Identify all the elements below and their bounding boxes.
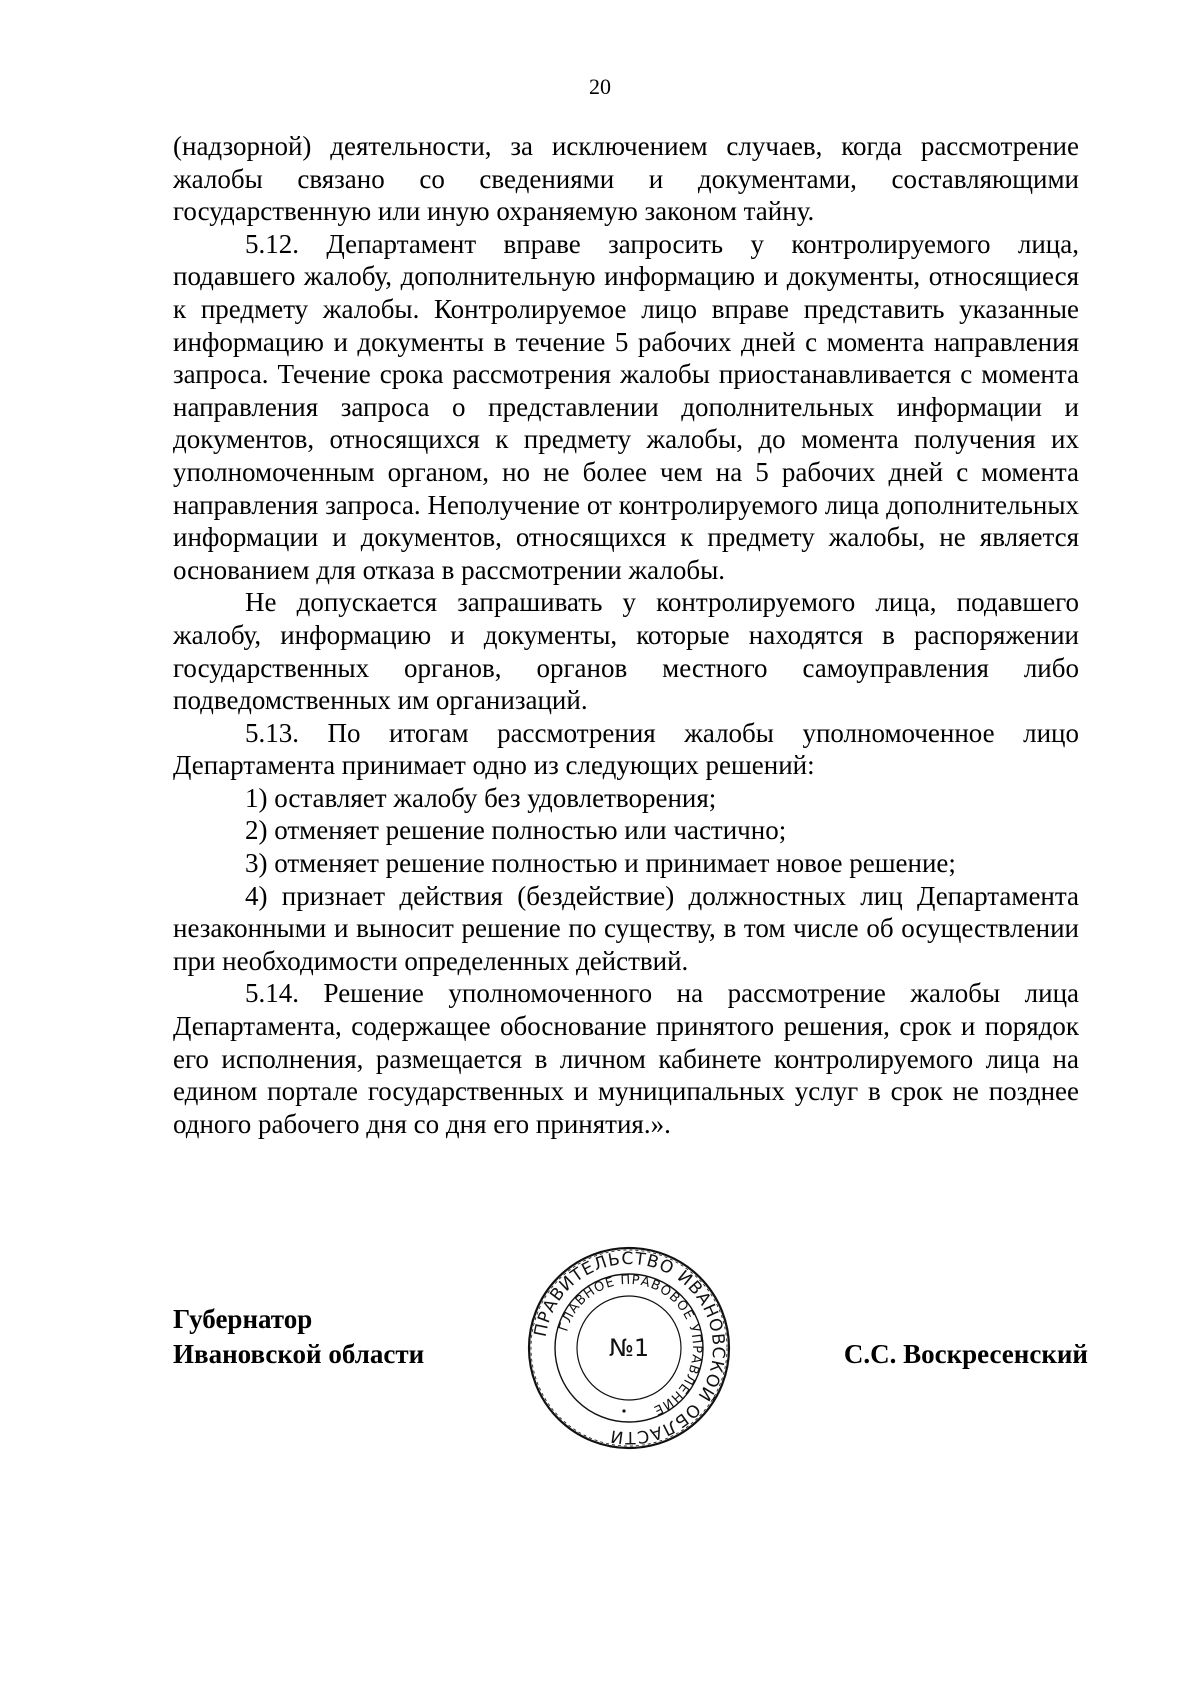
official-stamp (524, 1243, 734, 1453)
list-item-2: 2) отменяет решение полностью или частично; (245, 815, 787, 846)
signature-name: С.С. Воскресенский (843, 1339, 1088, 1369)
list-item-1: 1) оставляет жалобу без удовлетворения; (245, 782, 717, 813)
signature-title-line-2: Ивановской области (173, 1339, 425, 1369)
page-number: 20 (589, 74, 611, 99)
paragraph-continuation: (надзорной) деятельности, за исключением случаев, когда рассмотрение жалобы связано со сведениями и документами, составляющими государственную или иную охраняемую законом тайну. (173, 131, 1079, 227)
paragraph-5-13: 5.13. По итогам рассмотрения жалобы уполномоченное лицо Департамента принимает одно из следующих решений: (173, 717, 1079, 781)
stamp-seal-graphic (524, 1243, 734, 1453)
signature-title (173, 1302, 424, 1372)
stamp-inner-text: ГЛАВНОЕ ПРАВОВОЕ УПРАВЛЕНИЕ (556, 1272, 705, 1418)
paragraph-5-14: 5.14. Решение уполномоченного на рассмотрение жалобы лица Департамента, содержащее обоснование принятого решения, срок и порядок его исполнения, размещается в личном кабинете контролируемого лица на едином портале государственных и муниципальных услуг в срок не позднее одного рабочего дня со дня его принятия.». (173, 978, 1079, 1139)
paragraph-5-12: 5.12. Департамент вправе запросить у контролируемого лица, подавшего жалобу, дополнительную информацию и документы, относящиеся к предмету жалобы. Контролируемое лицо вправе представить указанные информацию и документы в течение 5 рабочих дней с момента направления запроса. Течение срока рассмотрения жалобы приостанавливается с момента направления запроса о представлении дополнительных информации и документов, относящихся к предмету жалобы, до момента получения их уполномоченным органом, но не более чем на 5 рабочих дней с момента направления запроса. Неполучение от контролируемого лица дополнительных информации и документов, относящихся к предмету жалобы, не является основанием для отказа в рассмотрении жалобы. (173, 228, 1079, 585)
stamp-number: №1 (608, 1334, 650, 1362)
list-item-4: 4) признает действия (бездействие) должностных лиц Департамента незаконными и выносит решение по существу, в том числе об осуществлении при необходимости определенных действий. (173, 880, 1079, 976)
paragraph-no-request: Не допускается запрашивать у контролируемого лица, подавшего жалобу, информацию и документы, которые находятся в распоряжении государственных органов, органов местного самоуправления либо подведомственных им организаций. (173, 587, 1079, 716)
list-item-3: 3) отменяет решение полностью и принимает новое решение; (245, 848, 956, 879)
signature-title-line-1: Губернатор (173, 1304, 313, 1334)
stamp-outer-text: ПРАВИТЕЛЬСТВО ИВАНОВСКОЙ ОБЛАСТИ (530, 1248, 729, 1448)
document-body (173, 130, 1079, 1140)
